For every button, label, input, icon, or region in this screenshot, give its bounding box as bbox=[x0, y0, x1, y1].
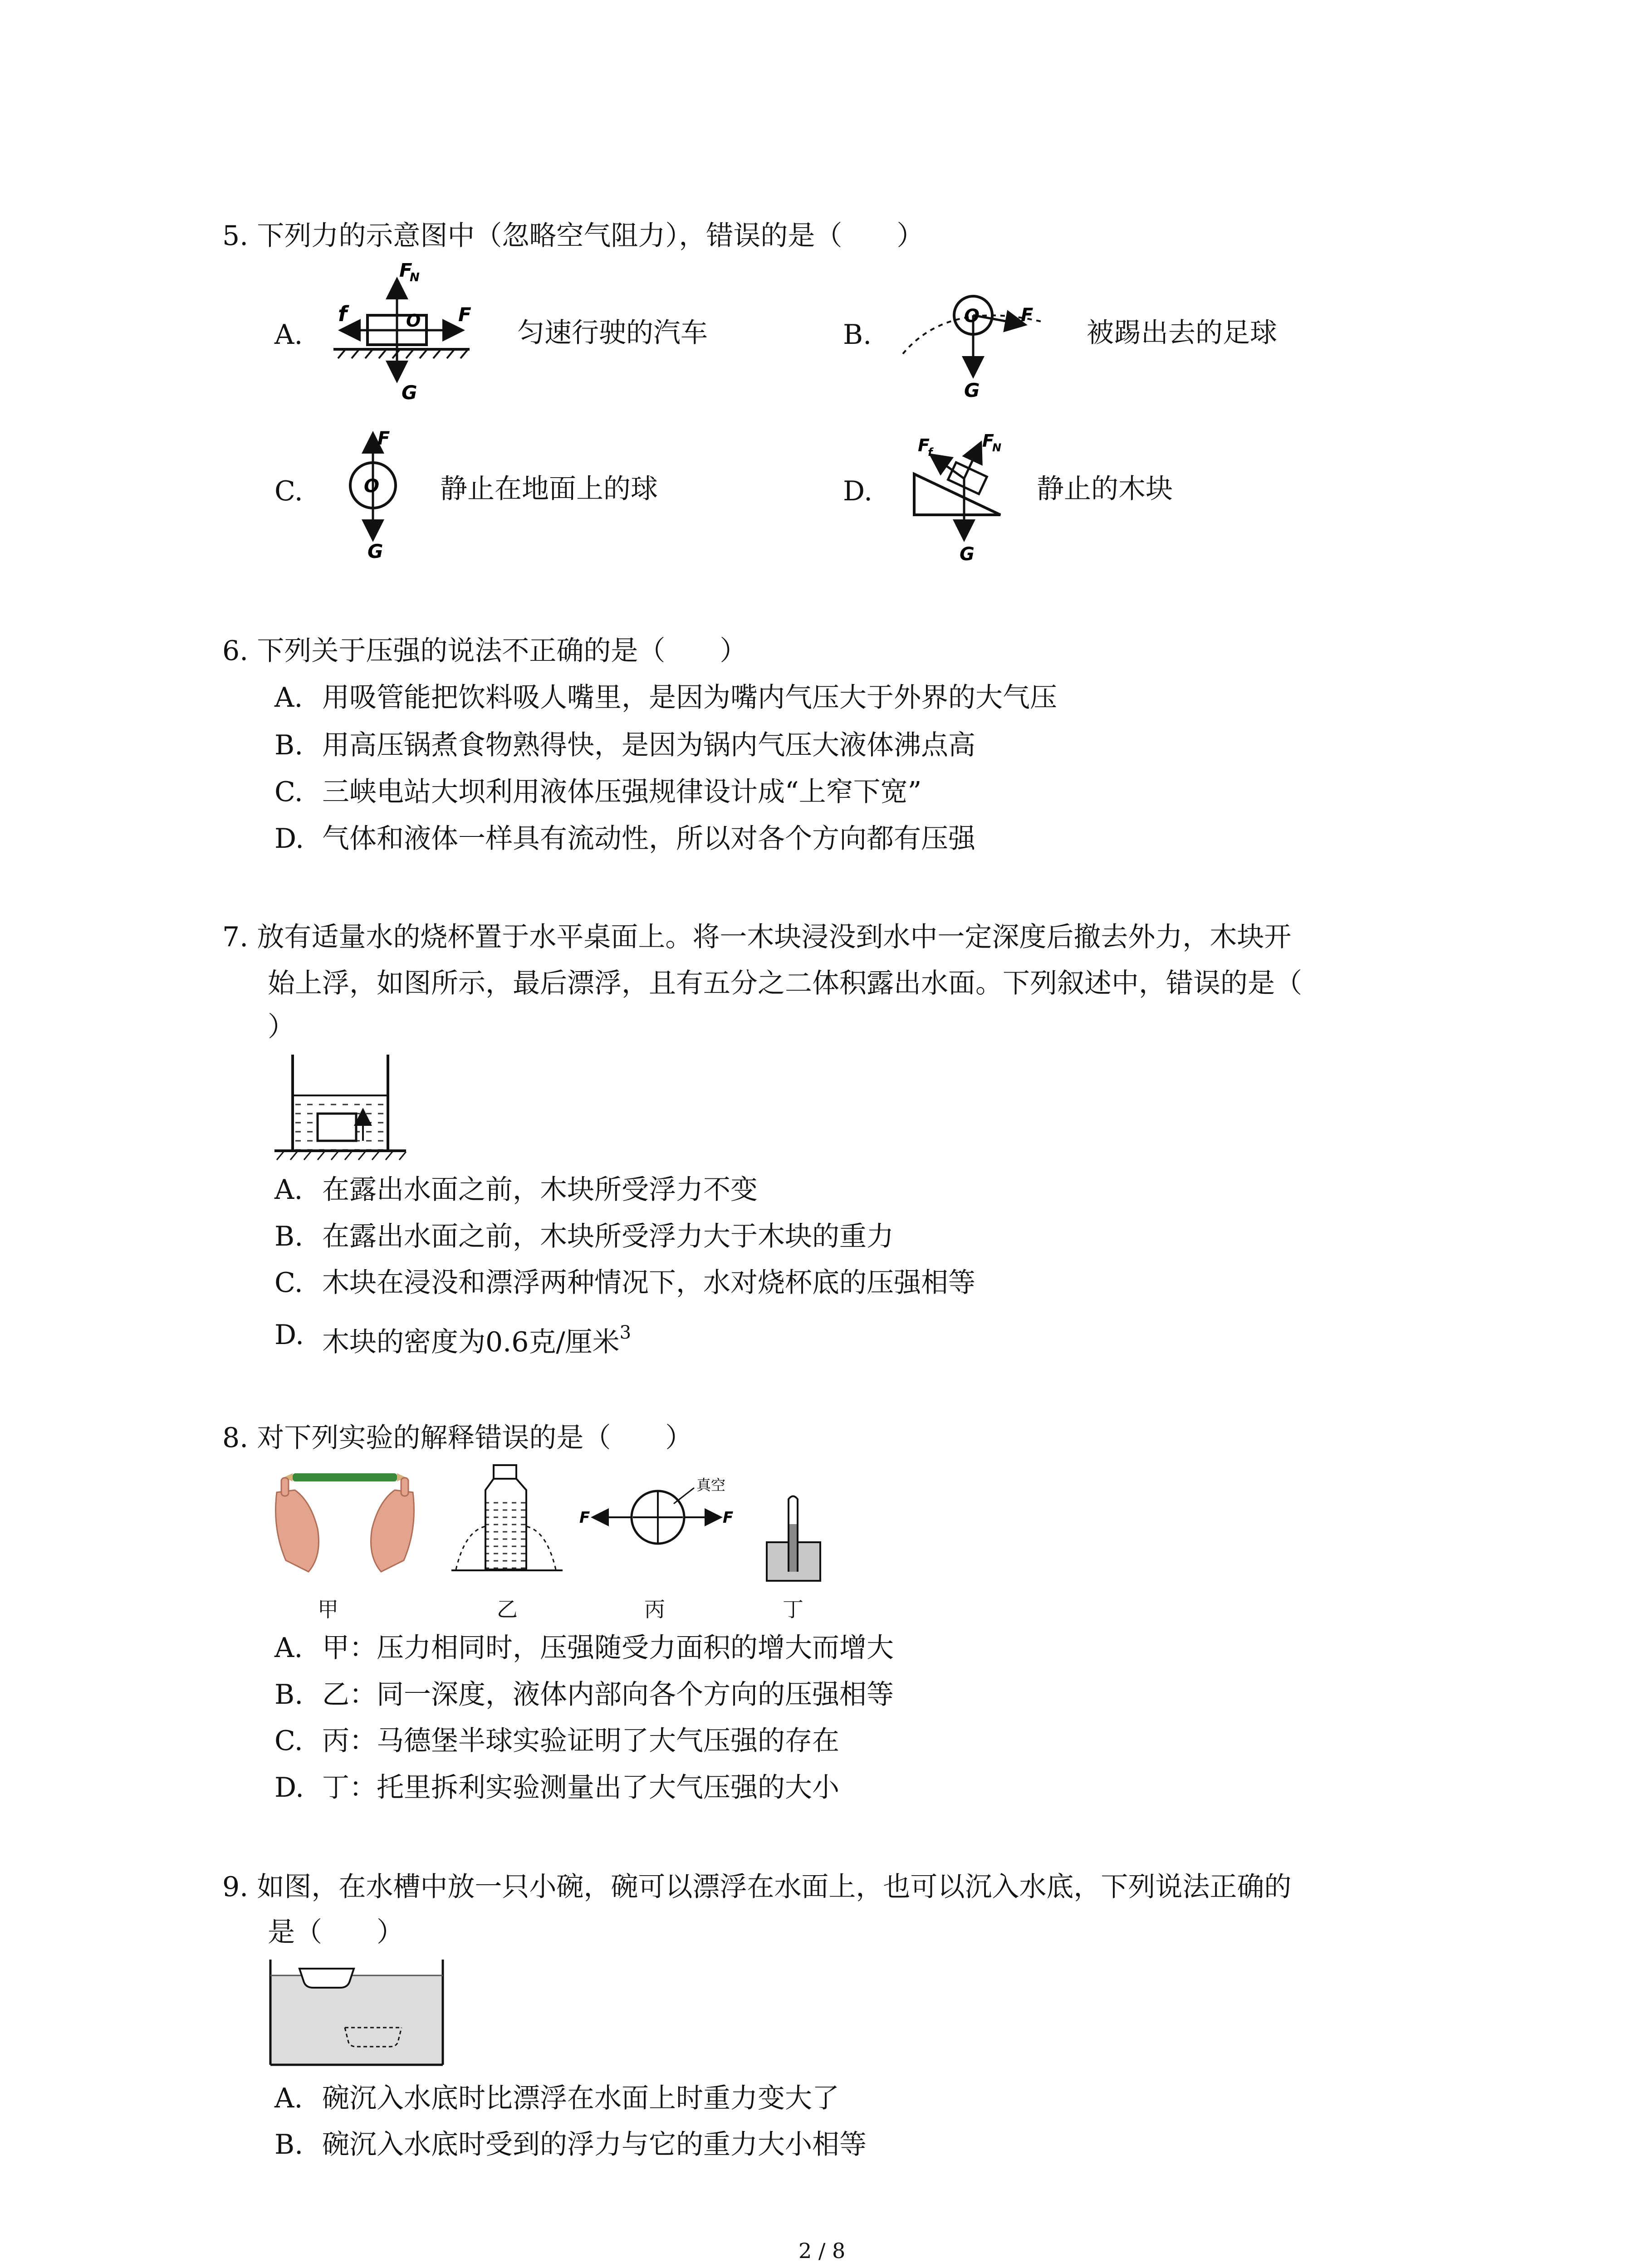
q5-option-d-text: 静止的木块 bbox=[1037, 473, 1173, 505]
q5-figure-c bbox=[336, 426, 417, 567]
q5-a-fn-label: F bbox=[399, 263, 412, 281]
q5-b-g-label: G bbox=[964, 379, 980, 401]
q8-option-c-letter: C. bbox=[274, 1725, 303, 1757]
q5-option-b-letter: B. bbox=[843, 319, 872, 351]
q7-option-d-superscript: 3 bbox=[619, 1322, 632, 1343]
q8-caption-yi: 乙 bbox=[497, 1597, 518, 1622]
q5-a-f-label: f bbox=[338, 302, 348, 326]
q8-bing-left-force-label: F bbox=[579, 1509, 590, 1527]
q8-option-a-text: 甲：压力相同时，压强随受力面积的增大而增大 bbox=[322, 1632, 894, 1664]
q5-b-f-label: F bbox=[1021, 305, 1034, 326]
q5-option-a-text: 匀速行驶的汽车 bbox=[517, 317, 708, 349]
q8-option-b-text: 乙：同一深度，液体内部向各个方向的压强相等 bbox=[322, 1679, 894, 1711]
q9-option-a-letter: A. bbox=[274, 2082, 303, 2114]
q5-d-fn-label: F bbox=[982, 431, 994, 451]
q5-c-o-label: O bbox=[364, 476, 380, 497]
q8-figure-yi bbox=[447, 1463, 569, 1581]
q8-option-d-letter: D. bbox=[274, 1772, 304, 1804]
q6-option-d-text: 气体和液体一样具有流动性，所以对各个方向都有压强 bbox=[322, 823, 975, 855]
q6-option-a-letter: A. bbox=[274, 682, 303, 714]
q8-option-d-text: 丁：托里拆利实验测量出了大气压强的大小 bbox=[322, 1772, 839, 1804]
q5-b-o-label: O bbox=[964, 306, 980, 327]
q5-d-fn-subscript: N bbox=[992, 441, 1002, 454]
q8-figure-bing bbox=[574, 1472, 742, 1549]
q5-option-c-text: 静止在地面上的球 bbox=[440, 473, 658, 505]
q5-a-fn-subscript: N bbox=[410, 271, 420, 284]
page-number: 2 / 8 bbox=[798, 2239, 846, 2263]
q7-option-b-letter: B. bbox=[274, 1221, 304, 1252]
q5-c-f-label: F bbox=[377, 428, 390, 449]
q5-stem: 5. 下列力的示意图中（忽略空气阻力），错误的是（ ） bbox=[222, 220, 924, 252]
q7-option-d-letter: D. bbox=[274, 1319, 304, 1351]
q7-option-b-text: 在露出水面之前，木块所受浮力大于木块的重力 bbox=[322, 1221, 894, 1252]
q5-a-g-label: G bbox=[402, 381, 417, 404]
q7-option-d-text-wrap bbox=[322, 1315, 631, 1359]
q9-option-b-text: 碗沉入水底时受到的浮力与它的重力大小相等 bbox=[322, 2129, 867, 2160]
q5-figure-a bbox=[324, 263, 497, 413]
q7-option-c-letter: C. bbox=[274, 1267, 303, 1299]
q7-stem-line1: 7. 放有适量水的烧杯置于水平桌面上。将一木块浸没到水中一定深度后撤去外力，木块开 bbox=[222, 921, 1292, 953]
q8-bing-right-force-label: F bbox=[723, 1509, 734, 1527]
q6-option-d-letter: D. bbox=[274, 823, 304, 855]
q5-option-a-letter: A. bbox=[274, 319, 303, 351]
q9-stem-line2: 是（ ） bbox=[268, 1916, 404, 1948]
q5-a-o-label: O bbox=[406, 311, 421, 331]
q5-figure-d bbox=[896, 420, 1032, 569]
q5-d-f-label: F bbox=[918, 435, 930, 455]
q8-stem: 8. 对下列实验的解释错误的是（ ） bbox=[222, 1422, 693, 1454]
q7-option-c-text: 木块在浸没和漂浮两种情况下，水对烧杯底的压强相等 bbox=[322, 1267, 975, 1299]
q5-d-g-label: G bbox=[960, 544, 975, 565]
q6-option-c-letter: C. bbox=[274, 776, 303, 808]
q6-option-b-text: 用高压锅煮食物熟得快，是因为锅内气压大液体沸点高 bbox=[322, 729, 975, 761]
q9-water-tank-figure bbox=[268, 1960, 449, 2068]
q8-bing-vacuum-label: 真空 bbox=[696, 1476, 726, 1494]
q8-option-b-letter: B. bbox=[274, 1679, 304, 1711]
q6-option-a-text: 用吸管能把饮料吸人嘴里，是因为嘴内气压大于外界的大气压 bbox=[322, 682, 1057, 714]
q7-option-a-letter: A. bbox=[274, 1174, 303, 1206]
q7-stem-line2: 始上浮，如图所示，最后漂浮，且有五分之二体积露出水面。下列叙述中，错误的是（ bbox=[268, 968, 1302, 999]
q8-figure-jia bbox=[268, 1465, 422, 1583]
q5-option-b-text: 被踢出去的足球 bbox=[1087, 317, 1277, 349]
q6-stem: 6. 下列关于压强的说法不正确的是（ ） bbox=[222, 635, 747, 667]
q5-a-f-right-label: F bbox=[458, 303, 471, 326]
q9-stem-line1: 9. 如图，在水槽中放一只小碗，碗可以漂浮在水面上，也可以沉入水底，下列说法正确的 bbox=[222, 1871, 1292, 1903]
q8-caption-ding: 丁 bbox=[783, 1597, 803, 1622]
q5-option-d-letter: D. bbox=[843, 475, 873, 507]
q7-stem-line3: ） bbox=[268, 1011, 295, 1043]
q5-c-g-label: G bbox=[367, 540, 383, 562]
q9-option-b-letter: B. bbox=[274, 2129, 304, 2160]
q7-option-a-text: 在露出水面之前，木块所受浮力不变 bbox=[322, 1174, 758, 1206]
q5-d-f-subscript: f bbox=[928, 446, 933, 459]
q8-caption-bing: 丙 bbox=[644, 1597, 665, 1622]
q7-beaker-figure bbox=[270, 1055, 415, 1163]
q8-option-c-text: 丙：马德堡半球实验证明了大气压强的存在 bbox=[322, 1725, 839, 1757]
q5-option-c-letter: C. bbox=[274, 475, 303, 507]
q5-figure-b bbox=[894, 272, 1066, 413]
q8-caption-jia: 甲 bbox=[318, 1597, 338, 1622]
q9-option-a-text: 碗沉入水底时比漂浮在水面上时重力变大了 bbox=[322, 2082, 839, 2114]
q8-option-a-letter: A. bbox=[274, 1632, 303, 1664]
q7-option-d-text: 木块的密度为0.6克/厘米 bbox=[322, 1326, 620, 1358]
q6-option-b-letter: B. bbox=[274, 729, 304, 761]
q8-figure-ding bbox=[762, 1492, 826, 1583]
q6-option-c-text: 三峡电站大坝利用液体压强规律设计成“上窄下宽” bbox=[322, 776, 922, 808]
